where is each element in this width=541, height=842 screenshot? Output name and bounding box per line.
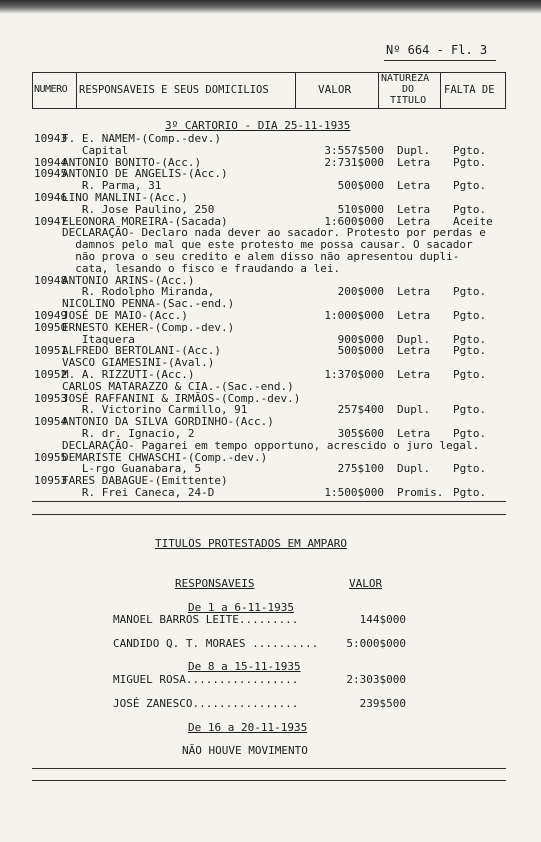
row-description: R. Victorino Carmillo, 91 (62, 403, 248, 417)
row-description: LINO MANLINI-(Acc.) (62, 191, 188, 204)
row-valor: 1:370$000 (324, 368, 384, 381)
divider-top (32, 501, 506, 502)
row-description: VASCO GIAMESINI-(Aval.) (62, 356, 215, 370)
row-number: 10947 (34, 214, 68, 228)
row-falta: Pgto. (453, 427, 487, 440)
row-number: 10944 (34, 155, 68, 169)
row-description: R. dr. Ignacio, 2 (62, 427, 195, 440)
amparo-period: De 1 a 6-11-1935 (188, 601, 294, 614)
row-number: 10946 (34, 191, 68, 204)
row-valor: 510$000 (337, 202, 384, 216)
page-reference: Nº 664 - Fl. 3 (386, 43, 488, 57)
amparo-no-movement: NÃO HOUVE MOVIMENTO (182, 744, 308, 757)
row-number: 10953 (34, 474, 68, 488)
row-falta: Pgto. (453, 462, 487, 476)
footer-rule-top (32, 768, 506, 769)
amparo-col-valor: VALOR (349, 577, 383, 590)
header-responsaveis: RESPONSAVEIS E SEUS DOMICILIOS (79, 84, 269, 96)
header-falta: FALTA DE (444, 84, 495, 96)
row-number: 10948 (34, 273, 68, 287)
row-valor: 305$600 (337, 427, 384, 440)
row-description: ANTONIO ARINS-(Acc.) (62, 273, 195, 287)
row-description: JOSÉ DE MAIO-(Acc.) (62, 309, 188, 322)
row-natureza: Letra (397, 202, 431, 216)
row-falta: Pgto. (453, 332, 487, 346)
row-natureza: Letra (397, 214, 431, 228)
row-number: 10951 (34, 344, 68, 358)
row-description: ANTONIO BONITO-(Acc.) (62, 155, 202, 169)
row-natureza: Dupl. (397, 403, 431, 417)
row-description: R. Rodolpho Miranda, (62, 285, 215, 299)
row-number: 10943 (34, 132, 68, 145)
amparo-period: De 8 a 15-11-1935 (188, 660, 301, 673)
row-description: CARLOS MATARAZZO & CIA.-(Sac.-end.) (62, 379, 294, 393)
row-number: 10949 (34, 309, 68, 322)
amparo-valor: 144$000 (359, 613, 406, 626)
footer-rule-bottom (32, 780, 506, 781)
row-description: ELEONORA MOREIRA-(Sacada) (62, 214, 228, 228)
row-description: DEMARISTE CHWASCHI-(Comp.-dev.) (62, 450, 268, 464)
row-falta: Pgto. (453, 285, 487, 299)
row-valor: 275$100 (337, 462, 384, 476)
row-number: 10950 (34, 320, 68, 334)
row-valor: 3:557$500 (324, 143, 384, 157)
row-natureza: Letra (397, 309, 431, 322)
row-description: DECLARAÇÃO- Pagarei em tempo opportuno, acrescido o juro legal. (62, 438, 480, 452)
amparo-title: TITULOS PROTESTADOS EM AMPARO (155, 537, 348, 550)
row-natureza: Letra (397, 427, 431, 440)
row-natureza: Letra (397, 344, 431, 358)
row-description: ANTONIO DE ANGELIS-(Acc.) (62, 167, 228, 181)
row-description: Capital (62, 143, 129, 157)
row-valor: 500$000 (337, 179, 384, 193)
amparo-period: De 16 a 20-11-1935 (188, 721, 308, 734)
amparo-valor: 5:000$000 (346, 637, 406, 650)
row-description: NICOLINO PENNA-(Sac.-end.) (62, 297, 235, 311)
row-description: R. Jose Paulino, 250 (62, 202, 215, 216)
row-description: ANTONIO DA SILVA GORDINHO-(Acc.) (62, 415, 274, 429)
row-description: damnos pelo mal que este protesto me possa causar. O sacador (62, 238, 473, 252)
row-description: ALFREDO BERTOLANI-(Acc.) (62, 344, 221, 358)
section-title: 3º CARTORIO - DIA 25-11-1935 (165, 119, 351, 132)
row-natureza: Letra (397, 155, 431, 169)
row-valor: 2:731$000 (324, 155, 384, 169)
row-natureza: Letra (397, 179, 431, 193)
amparo-name: JOSÉ ZANESCO................ (113, 697, 299, 710)
row-valor: 1:600$000 (324, 214, 384, 228)
row-falta: Pgto. (453, 368, 487, 381)
row-valor: 257$400 (337, 403, 384, 417)
row-natureza: Dupl. (397, 462, 431, 476)
row-description: R. Frei Caneca, 24-D (62, 486, 215, 499)
row-description: DECLARAÇÃO- Declaro nada dever ao sacador. Protesto por perdas e (62, 226, 486, 240)
row-natureza: Promis. (397, 486, 444, 499)
row-number: 10954 (34, 415, 68, 429)
row-valor: 500$000 (337, 344, 384, 358)
row-number: 10952 (34, 368, 68, 381)
header-numero: NUMERO (34, 84, 68, 95)
row-description: R. Parma, 31 (62, 179, 162, 193)
divider-bottom (32, 514, 506, 515)
row-natureza: Dupl. (397, 143, 431, 157)
header-do: DO (402, 84, 415, 95)
row-description: L-rgo Guanabara, 5 (62, 462, 202, 476)
row-number: 10955 (34, 450, 68, 464)
header-valor: VALOR (318, 83, 352, 96)
header-titulo: TITULO (390, 95, 427, 106)
row-valor: 900$000 (337, 332, 384, 346)
row-valor: 200$000 (337, 285, 384, 299)
page-reference-underline (384, 60, 496, 61)
row-falta: Pgto. (453, 155, 487, 169)
row-description: FARES DABAGUE-(Emittente) (62, 474, 228, 488)
row-valor: 1:500$000 (324, 486, 384, 499)
row-falta: Aceite (453, 214, 493, 228)
row-description: não prova o seu credito e alem disso não apresentou dupli- (62, 250, 460, 263)
row-falta: Pgto. (453, 179, 487, 193)
header-natureza: NATUREZA (381, 73, 430, 84)
row-falta: Pgto. (453, 309, 487, 322)
amparo-name: MIGUEL ROSA................. (113, 673, 299, 686)
amparo-valor: 2:303$000 (346, 673, 406, 686)
row-description: M. A. RIZZUTI-(Acc.) (62, 368, 195, 381)
amparo-name: MANOEL BARROS LEITE......... (113, 613, 299, 626)
row-falta: Pgto. (453, 143, 487, 157)
amparo-col-responsaveis: RESPONSAVEIS (175, 577, 255, 590)
scan-edge-shadow (0, 0, 541, 14)
row-falta: Pgto. (453, 486, 487, 499)
row-number: 10953 (34, 391, 68, 405)
row-description: JOSÉ RAFFANINI & IRMÃOS-(Comp.-dev.) (62, 391, 301, 405)
row-falta: Pgto. (453, 344, 487, 358)
row-falta: Pgto. (453, 403, 487, 417)
row-description: ERNESTO KEHER-(Comp.-dev.) (62, 320, 235, 334)
row-number: 10945 (34, 167, 68, 181)
row-natureza: Letra (397, 285, 431, 299)
amparo-name: CANDIDO Q. T. MORAES .......... (113, 637, 319, 650)
row-falta: Pgto. (453, 202, 487, 216)
row-description: F. E. NAMEM-(Comp.-dev.) (62, 132, 221, 145)
row-description: cata, lesando o fisco e fraudando a lei. (62, 261, 341, 275)
amparo-valor: 239$500 (359, 697, 406, 710)
row-description: Itaquera (62, 332, 135, 346)
row-natureza: Dupl. (397, 332, 431, 346)
row-valor: 1:000$000 (324, 309, 384, 322)
row-natureza: Letra (397, 368, 431, 381)
